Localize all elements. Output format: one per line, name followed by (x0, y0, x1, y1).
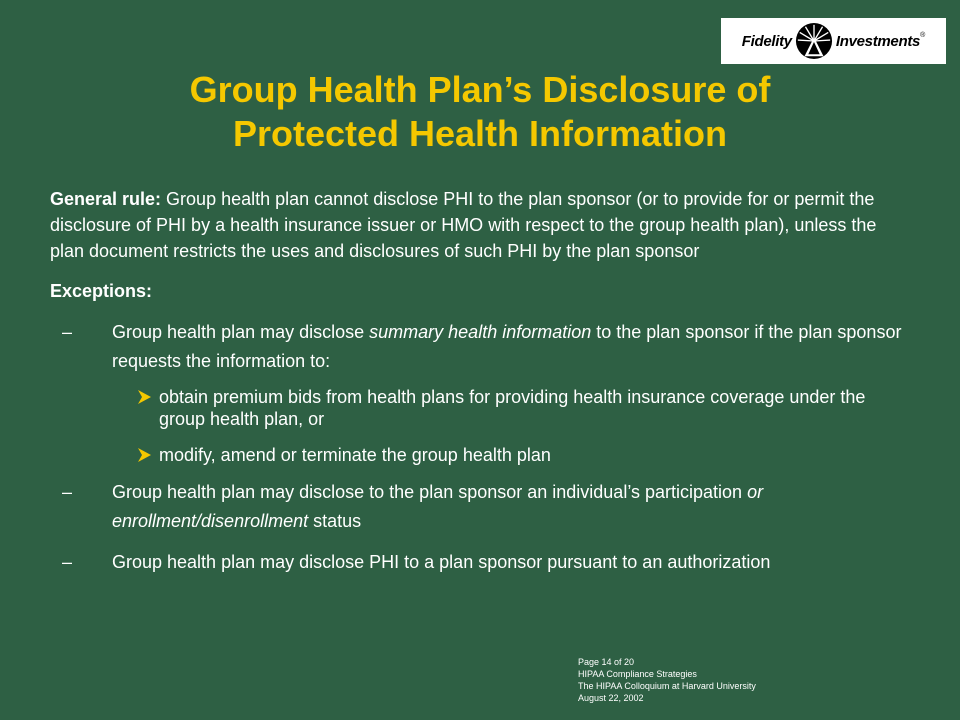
general-rule-text: Group health plan cannot disclose PHI to the plan sponsor (or to provide for or permit the disclosure of PHI by a health insurance issuer or HMO with respect to the group health plan), unless the plan document restricts the uses and disclosures of such PHI by the plan sponsor (50, 189, 877, 261)
title-line-2: Protected Health Information (232, 113, 728, 154)
footer-line-2: HIPAA Compliance Strategies (578, 669, 697, 679)
slide-footer (578, 656, 756, 704)
sub-item-2 (50, 444, 910, 466)
logo-left-word: Fidelity (741, 32, 792, 50)
sub-item-1-text: obtain premium bids from health plans for providing health insurance coverage under the group health plan, or (159, 387, 866, 429)
exception-2-pre: Group health plan may disclose to the plan sponsor an individual’s participation (112, 482, 748, 502)
exception-item-3 (50, 548, 910, 577)
arrow-bullet-icon (138, 390, 151, 404)
dash-bullet: – (62, 552, 73, 572)
general-rule-paragraph (50, 186, 910, 264)
logo-registered-mark: ® (920, 32, 926, 39)
general-rule-label: General rule: (50, 189, 162, 209)
exception-1-pre: Group health plan may disclose (112, 322, 370, 342)
sub-item-1 (50, 386, 910, 430)
fidelity-logo (721, 18, 946, 64)
fidelity-pyramid-icon (795, 22, 833, 60)
exception-item-2 (50, 478, 910, 536)
sub-item-2-text: modify, amend or terminate the group health plan (159, 445, 551, 465)
exception-1-post: to the plan sponsor if the plan sponsor requests the information to: (112, 322, 902, 371)
arrow-bullet-icon (138, 448, 151, 462)
dash-bullet: – (62, 482, 73, 502)
exception-3-text: Group health plan may disclose PHI to a plan sponsor pursuant to an authorization (112, 552, 771, 572)
exception-1-em: summary health information (369, 322, 592, 342)
slide-title (60, 68, 900, 156)
dash-bullet: – (62, 322, 73, 342)
exception-2-em: or enrollment/disenrollment (112, 482, 764, 531)
exception-item-1 (50, 318, 910, 376)
footer-line-3: The HIPAA Colloquium at Harvard University (578, 681, 756, 691)
footer-date: August 22, 2002 (578, 693, 644, 703)
page-number: Page 14 of 20 (578, 657, 635, 667)
exceptions-heading: Exceptions: (50, 281, 153, 301)
logo-right-word: Investments (835, 32, 921, 50)
slide-body (50, 186, 910, 577)
title-line-1: Group Health Plan’s Disclosure of (189, 69, 771, 110)
exception-2-post: status (308, 511, 362, 531)
